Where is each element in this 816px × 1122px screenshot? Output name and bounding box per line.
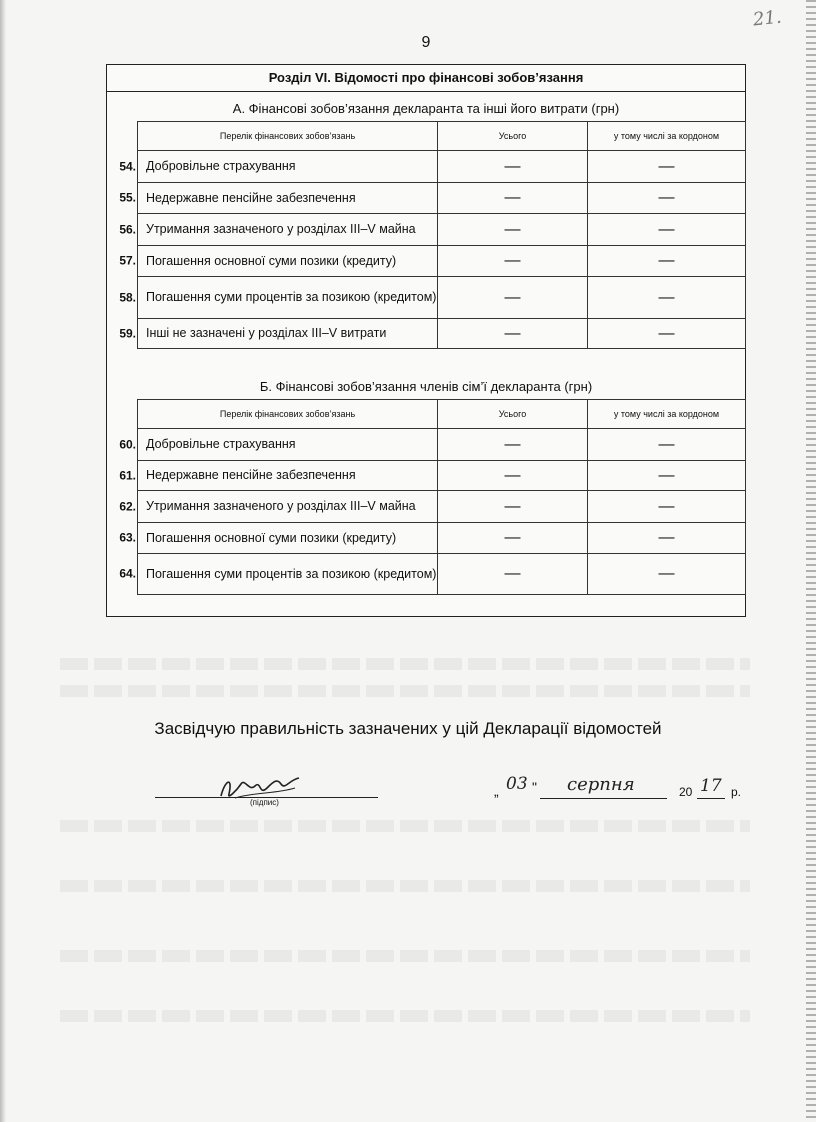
- header-abroad: у тому числі за кордоном: [588, 122, 746, 151]
- date-month-line: [540, 798, 667, 799]
- obligation-row: [138, 523, 746, 554]
- total-value-dash: —: [504, 466, 521, 484]
- part-a-title: А. Фінансові зобов’язання декларанта та інші його витрати (грн): [232, 101, 620, 116]
- header-abroad: у тому числі за кордоном: [588, 400, 746, 429]
- total-value-dash: —: [504, 220, 521, 238]
- obligation-row: [138, 554, 746, 595]
- obligation-label-cell: [119, 429, 438, 461]
- signature-caption: (підпис): [250, 798, 279, 807]
- date-year-unit: р.: [731, 785, 742, 799]
- row-number: 60.: [119, 437, 136, 451]
- abroad-value-dash: —: [658, 565, 675, 582]
- faint-bleed-through-text: [60, 820, 750, 832]
- obligation-label-cell: [119, 523, 438, 554]
- certification-statement: Засвідчую правильність зазначених у цій Декларації відомостей: [154, 719, 662, 738]
- abroad-cell: [588, 523, 746, 554]
- row-number: 64.: [119, 566, 136, 581]
- faint-bleed-through-text: [60, 658, 750, 670]
- page-number: 9: [421, 34, 431, 51]
- abroad-value-dash: —: [658, 288, 675, 306]
- total-cell: [438, 277, 588, 319]
- obligation-label: Добровільне страхування: [146, 159, 296, 173]
- total-value-dash: —: [504, 529, 521, 546]
- obligation-label-cell: [119, 214, 438, 246]
- abroad-value-dash: —: [658, 220, 675, 238]
- abroad-value-dash: —: [658, 466, 675, 484]
- part-a-table: [119, 121, 746, 349]
- abroad-value-dash: —: [658, 497, 675, 515]
- abroad-cell: [588, 214, 746, 246]
- total-value-dash: —: [504, 189, 521, 206]
- total-cell: [438, 214, 588, 246]
- date-month: серпня: [567, 774, 635, 795]
- total-cell: [438, 151, 588, 183]
- abroad-cell: [588, 554, 746, 595]
- handwritten-page-mark: 21.: [752, 6, 784, 31]
- total-value-dash: —: [504, 435, 521, 453]
- obligation-row: [138, 183, 746, 214]
- abroad-cell: [588, 319, 746, 349]
- abroad-cell: [588, 151, 746, 183]
- total-cell: [438, 523, 588, 554]
- abroad-value-dash: —: [658, 324, 675, 342]
- abroad-cell: [588, 491, 746, 523]
- obligation-label: Утримання зазначеного у розділах III–V майна: [146, 499, 416, 513]
- obligation-label: Недержавне пенсійне забезпечення: [146, 468, 356, 482]
- abroad-value-dash: —: [658, 252, 675, 269]
- abroad-cell: [588, 461, 746, 491]
- row-number: 56.: [119, 222, 136, 236]
- total-cell: [438, 461, 588, 491]
- row-number: 62.: [119, 499, 136, 513]
- total-value-dash: —: [504, 288, 521, 306]
- obligation-label: Погашення суми процентів за позикою (кредитом): [146, 290, 437, 304]
- obligation-label-cell: [119, 319, 438, 349]
- abroad-value-dash: —: [658, 157, 675, 175]
- abroad-cell: [588, 429, 746, 461]
- total-cell: [438, 554, 588, 595]
- faint-bleed-through-text: [60, 685, 750, 697]
- date-year-line: [697, 798, 725, 799]
- row-number: 59.: [119, 326, 136, 340]
- total-cell: [438, 429, 588, 461]
- obligation-row: [138, 319, 746, 349]
- total-cell: [438, 246, 588, 277]
- total-value-dash: —: [504, 157, 521, 175]
- scan-edge-right: [806, 0, 816, 1122]
- obligation-label-cell: [119, 183, 438, 214]
- abroad-cell: [588, 246, 746, 277]
- part-b-title: Б. Фінансові зобов’язання членів сім’ї декларанта (грн): [259, 379, 593, 394]
- obligation-label: Погашення основної суми позики (кредиту): [146, 253, 397, 268]
- obligation-label-cell: [119, 554, 438, 595]
- total-value-dash: —: [504, 497, 521, 515]
- obligation-label-cell: [119, 246, 438, 277]
- faint-bleed-through-text: [60, 1010, 750, 1022]
- total-value-dash: —: [504, 324, 521, 342]
- section-vi-financial-obligations: [106, 64, 746, 617]
- obligation-label-cell: [119, 151, 438, 183]
- obligation-label: Погашення суми процентів за позикою (кредитом): [146, 566, 437, 581]
- obligation-row: [138, 214, 746, 246]
- abroad-value-dash: —: [658, 529, 675, 546]
- abroad-cell: [588, 183, 746, 214]
- scan-edge-left: [0, 0, 6, 1122]
- abroad-value-dash: —: [658, 189, 675, 206]
- obligation-label: Добровільне страхування: [146, 437, 296, 451]
- section-title: Розділ VI. Відомості про фінансові зобов’язання: [107, 65, 745, 92]
- header-obligations: Перелік фінансових зобов’язань: [138, 400, 438, 429]
- obligation-label-cell: [119, 461, 438, 491]
- date-close-quote: ": [532, 779, 537, 795]
- row-number: 54.: [119, 159, 136, 173]
- obligation-label-cell: [119, 277, 438, 319]
- date-year-suffix: 17: [700, 776, 722, 796]
- row-number: 57.: [119, 253, 136, 268]
- obligation-label: Недержавне пенсійне забезпечення: [146, 190, 356, 205]
- obligation-label: Утримання зазначеного у розділах III–V майна: [146, 222, 416, 236]
- header-total: Усього: [438, 122, 588, 151]
- obligation-row: [138, 151, 746, 183]
- date-day: 03: [506, 774, 528, 794]
- obligation-row: [138, 491, 746, 523]
- total-value-dash: —: [504, 252, 521, 269]
- row-number: 55.: [119, 190, 136, 205]
- abroad-cell: [588, 277, 746, 319]
- obligation-row: [138, 246, 746, 277]
- date-year-prefix: 20: [679, 785, 693, 799]
- total-value-dash: —: [504, 565, 521, 582]
- obligation-label-cell: [119, 491, 438, 523]
- obligation-row: [138, 429, 746, 461]
- date-open-quote: „: [494, 783, 499, 799]
- header-obligations: Перелік фінансових зобов’язань: [138, 122, 438, 151]
- row-number: 61.: [119, 468, 136, 482]
- total-cell: [438, 319, 588, 349]
- obligation-label: Погашення основної суми позики (кредиту): [146, 530, 397, 545]
- obligation-row: [138, 461, 746, 491]
- abroad-value-dash: —: [658, 435, 675, 453]
- total-cell: [438, 491, 588, 523]
- obligation-row: [138, 277, 746, 319]
- part-b-table: [119, 399, 746, 595]
- obligation-label: Інші не зазначені у розділах III–V витрати: [146, 326, 387, 340]
- faint-bleed-through-text: [60, 880, 750, 892]
- header-total: Усього: [438, 400, 588, 429]
- row-number: 58.: [119, 290, 136, 304]
- faint-bleed-through-text: [60, 950, 750, 962]
- row-number: 63.: [119, 530, 136, 545]
- total-cell: [438, 183, 588, 214]
